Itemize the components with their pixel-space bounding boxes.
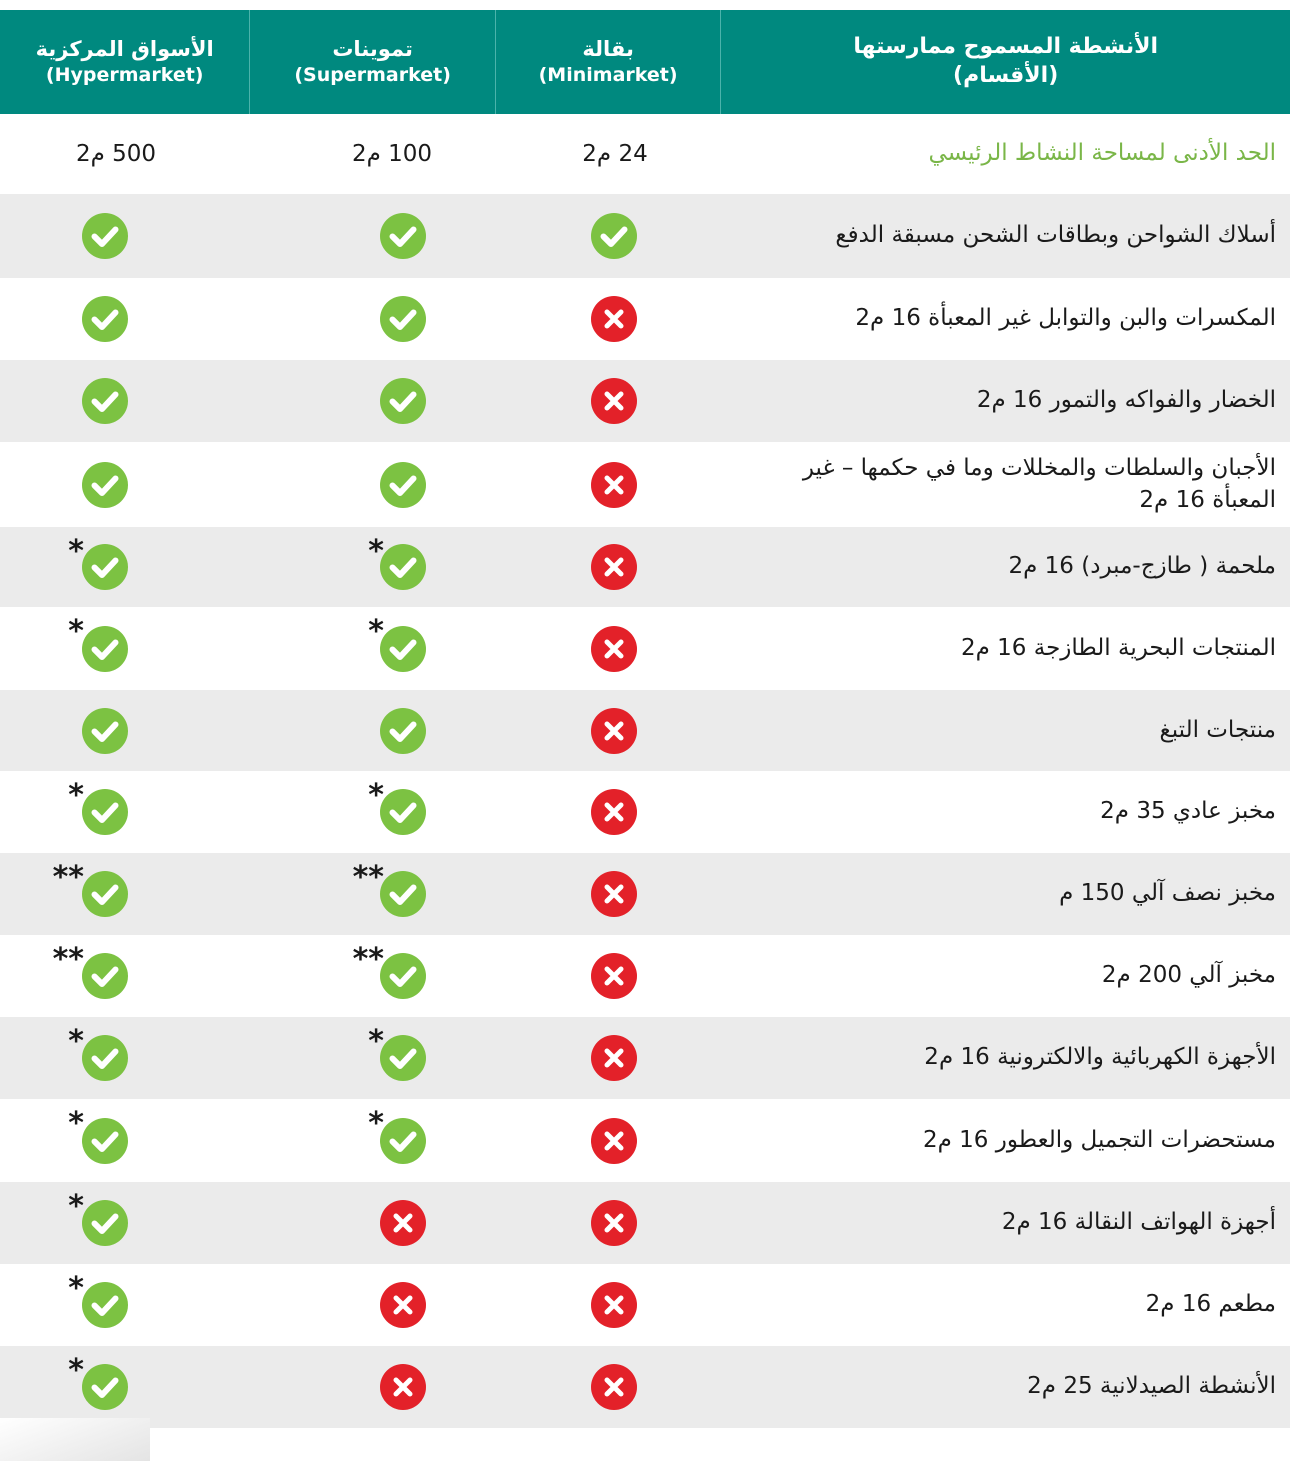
table-row [0, 278, 1290, 360]
header-minimarket [495, 10, 720, 114]
table-row [0, 1346, 1290, 1428]
min-area-row [0, 114, 1290, 194]
minimarket-cell [495, 935, 720, 1017]
cross-circle-icon [591, 296, 637, 342]
hypermarket-cell [0, 1182, 250, 1264]
footnote-marker: * [68, 1106, 84, 1141]
min-area-supermarket: 100 م2 [351, 141, 433, 167]
activity-label: مخبز نصف آلي 150 م [1059, 880, 1276, 907]
header-activities-title: الأنشطة المسموح ممارستها [853, 34, 1159, 60]
min-area-label: الحد الأدنى لمساحة النشاط الرئيسي [928, 140, 1276, 167]
table-row [0, 1017, 1290, 1099]
footnote-marker: * [68, 1353, 84, 1388]
header-hypermarket-ar: الأسواق المركزية [35, 37, 214, 61]
check-circle-icon [380, 296, 426, 342]
check-circle-icon [591, 213, 637, 259]
supermarket-cell [250, 278, 495, 360]
check-circle-icon [82, 953, 128, 999]
header-supermarket [249, 10, 494, 114]
check-circle-icon [380, 871, 426, 917]
supermarket-cell [250, 194, 495, 278]
activity-label: مستحضرات التجميل والعطور 16 م2 [922, 1126, 1276, 1153]
check-circle-icon [380, 626, 426, 672]
table-row [0, 442, 1290, 527]
cross-circle-icon [591, 544, 637, 590]
minimarket-cell [495, 278, 720, 360]
check-circle-icon [82, 789, 128, 835]
footnote-marker: ** [52, 860, 84, 895]
table-row [0, 853, 1290, 935]
cross-circle-icon [591, 1282, 637, 1328]
table-row [0, 1099, 1290, 1182]
footnote-marker: * [368, 614, 384, 649]
supermarket-cell [250, 442, 495, 527]
supermarket-cell [250, 1182, 495, 1264]
activity-label: مخبز عادي 35 م2 [1100, 798, 1276, 825]
footnote-marker: * [368, 778, 384, 813]
cross-circle-icon [591, 462, 637, 508]
minimarket-cell [495, 1182, 720, 1264]
minimarket-cell [495, 771, 720, 853]
min-area-supermarket-cell [250, 114, 495, 194]
activity-label: أسلاك الشواحن وبطاقات الشحن مسبقة الدفع [835, 222, 1276, 249]
minimarket-cell [495, 1346, 720, 1428]
check-circle-icon [380, 1035, 426, 1081]
check-circle-icon [82, 1035, 128, 1081]
activity-label: الأنشطة الصيدلانية 25 م2 [1027, 1373, 1276, 1400]
cross-circle-icon [380, 1282, 426, 1328]
cross-circle-icon [591, 626, 637, 672]
footnote-marker: ** [352, 860, 384, 895]
hypermarket-cell [0, 1346, 250, 1428]
footnote-marker: * [368, 1106, 384, 1141]
activity-label: الأجهزة الكهربائية والالكترونية 16 م2 [924, 1044, 1276, 1071]
footnote-marker: ** [52, 942, 84, 977]
hypermarket-cell [0, 1264, 250, 1346]
min-area-hypermarket: 500 م2 [75, 141, 157, 167]
check-circle-icon [82, 708, 128, 754]
check-circle-icon [380, 708, 426, 754]
table-row [0, 935, 1290, 1017]
supermarket-cell [250, 690, 495, 771]
cross-circle-icon [591, 1364, 637, 1410]
activity-label: المكسرات والبن والتوابل غير المعبأة 16 م2 [855, 305, 1276, 332]
cross-circle-icon [591, 708, 637, 754]
cross-circle-icon [591, 1118, 637, 1164]
footnote-marker: * [68, 1271, 84, 1306]
table-row [0, 1264, 1290, 1346]
hypermarket-cell [0, 935, 250, 1017]
minimarket-cell [495, 1017, 720, 1099]
header-minimarket-ar: بقالة [582, 37, 634, 61]
table-row [0, 607, 1290, 690]
minimarket-cell [495, 360, 720, 442]
check-circle-icon [82, 1200, 128, 1246]
table-row [0, 194, 1290, 278]
minimarket-cell [495, 853, 720, 935]
supermarket-cell [250, 1017, 495, 1099]
activity-label: الخضار والفواكه والتمور 16 م2 [976, 387, 1276, 414]
supermarket-cell [250, 1099, 495, 1182]
supermarket-cell [250, 1346, 495, 1428]
supermarket-cell [250, 853, 495, 935]
header-supermarket-ar: تموينات [332, 37, 413, 61]
supermarket-cell [250, 360, 495, 442]
table-row [0, 771, 1290, 853]
min-area-minimarket: 24 م2 [582, 141, 648, 167]
supermarket-cell [250, 935, 495, 1017]
check-circle-icon [82, 1282, 128, 1328]
activity-label: مخبز آلي 200 م2 [1101, 962, 1276, 989]
activity-label: منتجات التبغ [1159, 716, 1276, 743]
check-circle-icon [82, 378, 128, 424]
minimarket-cell [495, 690, 720, 771]
check-circle-icon [82, 871, 128, 917]
table-row [0, 527, 1290, 607]
hypermarket-cell [0, 853, 250, 935]
check-circle-icon [82, 296, 128, 342]
hypermarket-cell [0, 771, 250, 853]
check-circle-icon [380, 462, 426, 508]
table-header [0, 10, 1290, 114]
footnote-marker: * [68, 778, 84, 813]
header-hypermarket-en: (Hypermarket) [45, 64, 204, 87]
activity-label: الأجبان والسلطات والمخللات وما في حكمها – غير المعبأة 16 م2 [802, 454, 1276, 513]
header-activities-subtitle: (الأقسام) [953, 63, 1059, 88]
header-minimarket-en: (Minimarket) [538, 64, 678, 87]
minimarket-cell [495, 194, 720, 278]
cross-circle-icon [380, 1364, 426, 1410]
hypermarket-cell [0, 278, 250, 360]
check-circle-icon [380, 378, 426, 424]
cross-circle-icon [591, 871, 637, 917]
hypermarket-cell [0, 194, 250, 278]
min-area-hypermarket-cell [0, 114, 250, 194]
activity-label: المنتجات البحرية الطازجة 16 م2 [960, 634, 1276, 661]
check-circle-icon [380, 789, 426, 835]
header-supermarket-en: (Supermarket) [294, 64, 451, 87]
footnote-marker: ** [352, 942, 384, 977]
check-circle-icon [82, 1118, 128, 1164]
cross-circle-icon [591, 1200, 637, 1246]
check-circle-icon [380, 1118, 426, 1164]
minimarket-cell [495, 1099, 720, 1182]
activity-label: ملحمة ( طازج-مبرد) 16 م2 [1008, 553, 1276, 580]
cross-circle-icon [591, 789, 637, 835]
check-circle-icon [380, 213, 426, 259]
hypermarket-cell [0, 690, 250, 771]
footnote-marker: * [68, 534, 84, 569]
check-circle-icon [82, 544, 128, 590]
minimarket-cell [495, 1264, 720, 1346]
cross-circle-icon [380, 1200, 426, 1246]
footnote-marker: * [68, 1024, 84, 1059]
hypermarket-cell [0, 1099, 250, 1182]
footnote-marker: * [68, 614, 84, 649]
check-circle-icon [82, 213, 128, 259]
check-circle-icon [380, 544, 426, 590]
table-row [0, 360, 1290, 442]
hypermarket-cell [0, 527, 250, 607]
table-row [0, 690, 1290, 771]
hypermarket-cell [0, 1017, 250, 1099]
cross-circle-icon [591, 953, 637, 999]
hypermarket-cell [0, 360, 250, 442]
header-hypermarket [0, 10, 249, 114]
hypermarket-cell [0, 607, 250, 690]
min-area-minimarket-cell [495, 114, 720, 194]
activity-label: مطعم 16 م2 [1145, 1291, 1276, 1318]
supermarket-cell [250, 527, 495, 607]
check-circle-icon [82, 1364, 128, 1410]
activities-table [0, 10, 1290, 1428]
check-circle-icon [82, 626, 128, 672]
hypermarket-cell [0, 442, 250, 527]
check-circle-icon [380, 953, 426, 999]
supermarket-cell [250, 1264, 495, 1346]
minimarket-cell [495, 607, 720, 690]
page-corner-decoration [0, 1418, 150, 1461]
supermarket-cell [250, 771, 495, 853]
table-row [0, 1182, 1290, 1264]
supermarket-cell [250, 607, 495, 690]
minimarket-cell [495, 527, 720, 607]
activity-rows [0, 194, 1290, 1428]
header-activities [720, 10, 1290, 114]
footnote-marker: * [368, 1024, 384, 1059]
activity-label: أجهزة الهواتف النقالة 16 م2 [1001, 1209, 1276, 1236]
cross-circle-icon [591, 1035, 637, 1081]
minimarket-cell [495, 442, 720, 527]
footnote-marker: * [368, 534, 384, 569]
check-circle-icon [82, 462, 128, 508]
cross-circle-icon [591, 378, 637, 424]
footnote-marker: * [68, 1189, 84, 1224]
